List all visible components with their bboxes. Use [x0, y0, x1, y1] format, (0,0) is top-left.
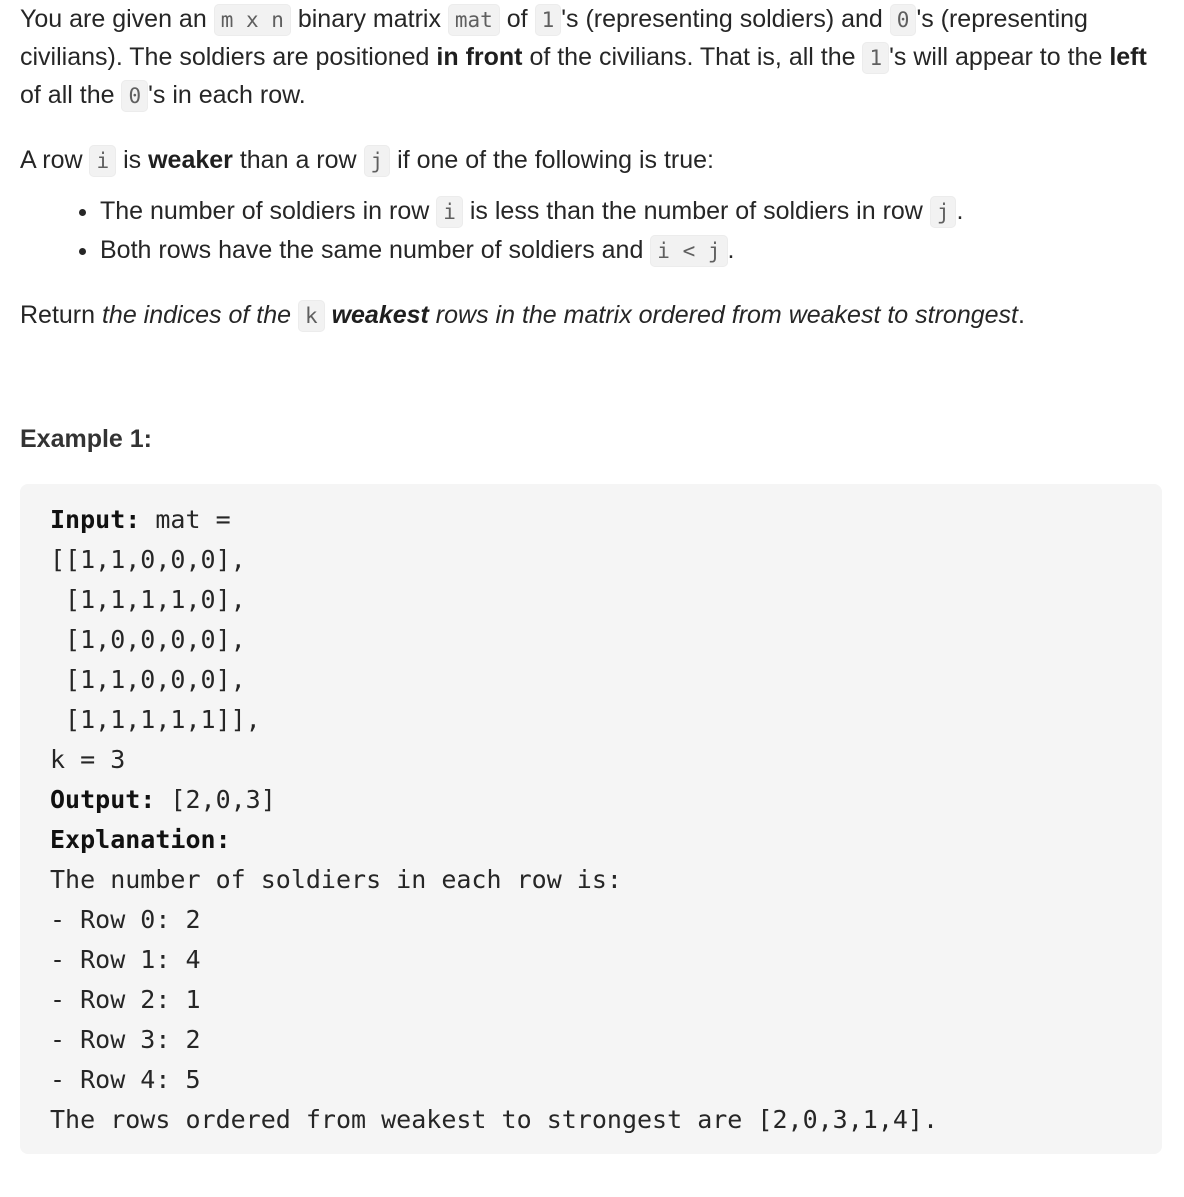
condition-list	[20, 192, 1162, 270]
text: 's (representing soldiers) and	[561, 5, 890, 33]
text: 's in each row.	[148, 81, 306, 109]
inline-code: m x n	[214, 4, 291, 36]
input-label: Input:	[50, 505, 141, 534]
list-item	[100, 231, 1162, 270]
explanation-label: Explanation:	[50, 825, 231, 854]
text: of the civilians. That is, all the	[522, 43, 863, 71]
code-line: [1,1,0,0,0],	[50, 665, 246, 694]
text: if one of the following is true:	[390, 146, 714, 174]
bold-italic-text: weakest	[331, 301, 429, 329]
code-line: - Row 3: 2	[50, 1025, 201, 1054]
inline-code: i	[436, 196, 463, 228]
code-line	[50, 820, 1134, 860]
text: 's will appear to the	[889, 43, 1110, 71]
example-code-block	[20, 484, 1162, 1154]
inline-code: i	[89, 145, 116, 177]
italic-text: the indices of the	[101, 301, 298, 329]
list-item	[100, 192, 1162, 231]
code-line: [[1,1,0,0,0],	[50, 545, 246, 574]
inline-code: 0	[890, 4, 917, 36]
code-line: k = 3	[50, 745, 126, 774]
output-label: Output:	[50, 785, 156, 814]
text: [2,0,3]	[155, 785, 276, 814]
text: .	[727, 236, 735, 264]
code-line: [1,1,1,1,1]],	[50, 705, 261, 734]
code-line: The number of soldiers in each row is:	[50, 865, 622, 894]
code-line: - Row 1: 4	[50, 945, 201, 974]
text: .	[1017, 301, 1025, 329]
code-line: - Row 4: 5	[50, 1065, 201, 1094]
text: binary matrix	[290, 5, 448, 33]
problem-description	[0, 1, 1184, 1154]
inline-code: 1	[535, 4, 562, 36]
intro-paragraph	[20, 1, 1162, 115]
inline-code: i < j	[650, 235, 727, 267]
bold-text: weaker	[148, 146, 233, 174]
text: is less than the number of soldiers in row	[462, 197, 930, 225]
code-line: - Row 0: 2	[50, 905, 201, 934]
example-title: Example 1:	[20, 425, 153, 453]
code-line: - Row 2: 1	[50, 985, 201, 1014]
bold-text: left	[1109, 43, 1147, 71]
code-line: [1,1,1,1,0],	[50, 585, 246, 614]
code-line: [1,0,0,0,0],	[50, 625, 246, 654]
inline-code: mat	[448, 4, 500, 36]
inline-code: k	[298, 300, 325, 332]
bold-text: in front	[436, 43, 523, 71]
text: mat =	[140, 505, 231, 534]
text: The number of soldiers in row	[100, 197, 437, 225]
text: You are given an	[20, 5, 214, 33]
text: rows in the matrix ordered from weakest to strongest	[428, 301, 1018, 329]
text: 's (representing civilians). The soldiers are positioned	[20, 5, 1088, 71]
return-paragraph	[20, 297, 1162, 335]
italic-text	[332, 301, 1018, 329]
inline-code: j	[930, 196, 957, 228]
code-line: The rows ordered from weakest to strongest are [2,0,3,1,4].	[50, 1105, 939, 1134]
text: is	[116, 146, 149, 174]
text: of	[499, 5, 535, 33]
text: Return	[20, 301, 102, 329]
inline-code: 1	[862, 42, 889, 74]
inline-code: 0	[121, 80, 148, 112]
text: .	[956, 197, 964, 225]
text: Both rows have the same number of soldiers and	[100, 236, 651, 264]
text: than a row	[232, 146, 364, 174]
code-line	[50, 780, 1134, 820]
text: of all the	[20, 81, 122, 109]
text: A row	[20, 146, 90, 174]
code-line	[50, 500, 1134, 540]
weaker-definition-paragraph	[20, 142, 1162, 180]
inline-code: j	[364, 145, 391, 177]
